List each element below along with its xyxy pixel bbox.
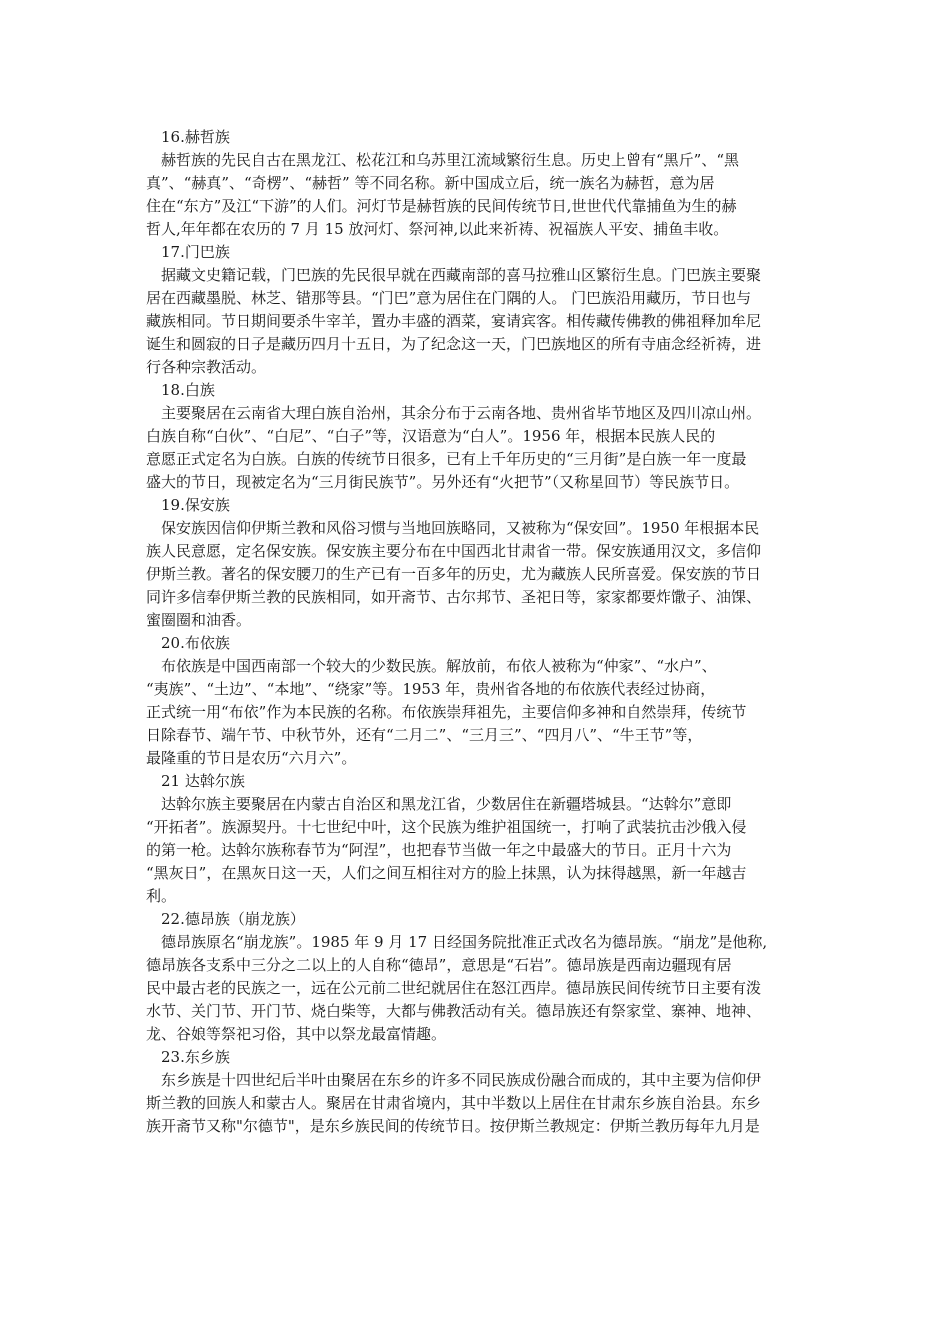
section-title: 16.赫哲族 bbox=[161, 128, 230, 146]
paragraph-line: 族人民意愿，定名保安族。保安族主要分布在中国西北甘肃省一带。保安族通用汉文，多信仰 bbox=[146, 542, 762, 560]
section-title: 18.白族 bbox=[161, 381, 215, 399]
paragraph-line: 东乡族是十四世纪后半叶由聚居在东乡的许多不同民族成份融合而成的，其中主要为信仰伊 bbox=[161, 1071, 762, 1089]
section-title: 17.门巴族 bbox=[161, 243, 230, 261]
paragraph-line: “夷族”、“土边”、“本地”、“绕家”等。1953 年，贵州省各地的布依族代表经过协商， bbox=[146, 680, 716, 698]
paragraph-line: 居在西藏墨脱、林芝、错那等县。“门巴”意为居住在门隅的人。 门巴族沿用藏历，节日也与 bbox=[146, 289, 752, 307]
paragraph-line: 伊斯兰教。著名的保安腰刀的生产已有一百多年的历史，尤为藏族人民所喜爱。保安族的节日 bbox=[146, 565, 762, 583]
paragraph-line: “开拓者”。族源契丹。十七世纪中叶，这个民族为维护祖国统一，打响了武装抗击沙俄入侵 bbox=[146, 818, 747, 836]
paragraph-line: 盛大的节日，现被定名为“三月街民族节”。另外还有“火把节”（又称星回节）等民族节日。 bbox=[146, 473, 740, 491]
section-dawoer bbox=[146, 770, 806, 908]
section-title: 20.布依族 bbox=[161, 634, 230, 652]
paragraph-line: 斯兰教的回族人和蒙古人。聚居在甘肃省境内，其中半数以上居住在甘肃东乡族自治县。东乡 bbox=[146, 1094, 762, 1112]
paragraph-line: “黑灰日”，在黑灰日这一天，人们之间互相往对方的脸上抹黑，认为抹得越黑，新一年越吉 bbox=[146, 864, 747, 882]
section-dongxiang bbox=[146, 1046, 806, 1138]
paragraph-line: 意愿正式定名为白族。白族的传统节日很多，已有上千年历史的“三月街”是白族一年一度最 bbox=[146, 450, 747, 468]
paragraph-line: 保安族因信仰伊斯兰教和风俗习惯与当地回族略同，又被称为“保安回”。1950 年根据本民 bbox=[161, 519, 760, 537]
paragraph-line: 住在“东方”及江“下游”的人们。河灯节是赫哲族的民间传统节日,世世代代靠捕鱼为生的赫 bbox=[146, 197, 737, 215]
section-deang bbox=[146, 908, 806, 1046]
paragraph-line: 哲人,年年都在农历的 7 月 15 放河灯、祭河神,以此来祈祷、祝福族人平安、捕鱼丰收。 bbox=[146, 220, 729, 238]
section-title: 23.东乡族 bbox=[161, 1048, 230, 1066]
paragraph-line: 利。 bbox=[146, 887, 177, 905]
paragraph-line: 布依族是中国西南部一个较大的少数民族。解放前，布依人被称为“仲家”、“水户”、 bbox=[161, 657, 717, 675]
section-title: 19.保安族 bbox=[161, 496, 230, 514]
paragraph-line: 白族自称“白伙”、“白尼”、“白子”等，汉语意为“白人”。1956 年，根据本民族人民的 bbox=[146, 427, 716, 445]
section-hezhe bbox=[146, 126, 806, 241]
paragraph-line: 达斡尔族主要聚居在内蒙古自治区和黑龙江省，少数居住在新疆塔城县。“达斡尔”意即 bbox=[161, 795, 732, 813]
paragraph-line: 族开斋节又称"尔德节"，是东乡族民间的传统节日。按伊斯兰教规定：伊斯兰教历每年九月是 bbox=[146, 1117, 760, 1135]
paragraph-line: 龙、谷娘等祭祀习俗，其中以祭龙最富情趣。 bbox=[146, 1025, 447, 1043]
paragraph-line: 诞生和圆寂的日子是藏历四月十五日，为了纪念这一天，门巴族地区的所有寺庙念经祈祷，进 bbox=[146, 335, 762, 353]
section-bai bbox=[146, 379, 806, 494]
paragraph-line: 同许多信奉伊斯兰教的民族相同，如开斋节、古尔邦节、圣祀日等，家家都要炸馓子、油馃、 bbox=[146, 588, 762, 606]
paragraph-line: 据藏文史籍记载，门巴族的先民很早就在西藏南部的喜马拉雅山区繁衍生息。门巴族主要聚 bbox=[161, 266, 762, 284]
paragraph-line: 德昂族各支系中三分之二以上的人自称“德昂”，意思是“石岩”。德昂族是西南边疆现有居 bbox=[146, 956, 732, 974]
paragraph-line: 赫哲族的先民自古在黑龙江、松花江和乌苏里江流域繁衍生息。历史上曾有“黑斤”、“黑 bbox=[161, 151, 740, 169]
document-body bbox=[146, 126, 806, 1138]
paragraph-line: 藏族相同。节日期间要杀牛宰羊，置办丰盛的酒菜，宴请宾客。相传藏传佛教的佛祖释加牟尼 bbox=[146, 312, 762, 330]
paragraph-line: 行各种宗教活动。 bbox=[146, 358, 267, 376]
paragraph-line: 正式统一用“布依”作为本民族的名称。布依族崇拜祖先，主要信仰多神和自然崇拜，传统节 bbox=[146, 703, 747, 721]
paragraph-line: 德昂族原名“崩龙族”。1985 年 9 月 17 日经国务院批准正式改名为德昂族。“崩龙”是他称, bbox=[161, 933, 768, 951]
paragraph-line: 日除春节、端午节、中秋节外，还有“二月二”、“三月三”、“四月八”、“牛王节”等， bbox=[146, 726, 703, 744]
paragraph-line: 的第一枪。达斡尔族称春节为“阿涅”，也把春节当做一年之中最盛大的节日。正月十六为 bbox=[146, 841, 732, 859]
paragraph-line: 水节、关门节、开门节、烧白柴等，大都与佛教活动有关。德昂族还有祭家堂、寨神、地神、 bbox=[146, 1002, 762, 1020]
section-buyi bbox=[146, 632, 806, 770]
paragraph-line: 主要聚居在云南省大理白族自治州，其余分布于云南各地、贵州省毕节地区及四川凉山州。 bbox=[161, 404, 762, 422]
paragraph-line: 最隆重的节日是农历“六月六”。 bbox=[146, 749, 357, 767]
paragraph-line: 真”、“赫真”、“奇楞”、“赫哲” 等不同名称。新中国成立后，统一族名为赫哲，意为居 bbox=[146, 174, 715, 192]
paragraph-line: 民中最古老的民族之一，远在公元前二世纪就居住在怒江西岸。德昂族民间传统节日主要有泼 bbox=[146, 979, 762, 997]
section-menba bbox=[146, 241, 806, 379]
section-title: 22.德昂族（崩龙族） bbox=[161, 910, 305, 928]
paragraph-line: 蜜圈圈和油香。 bbox=[146, 611, 252, 629]
section-baoan bbox=[146, 494, 806, 632]
section-title: 21 达斡尔族 bbox=[161, 772, 245, 790]
